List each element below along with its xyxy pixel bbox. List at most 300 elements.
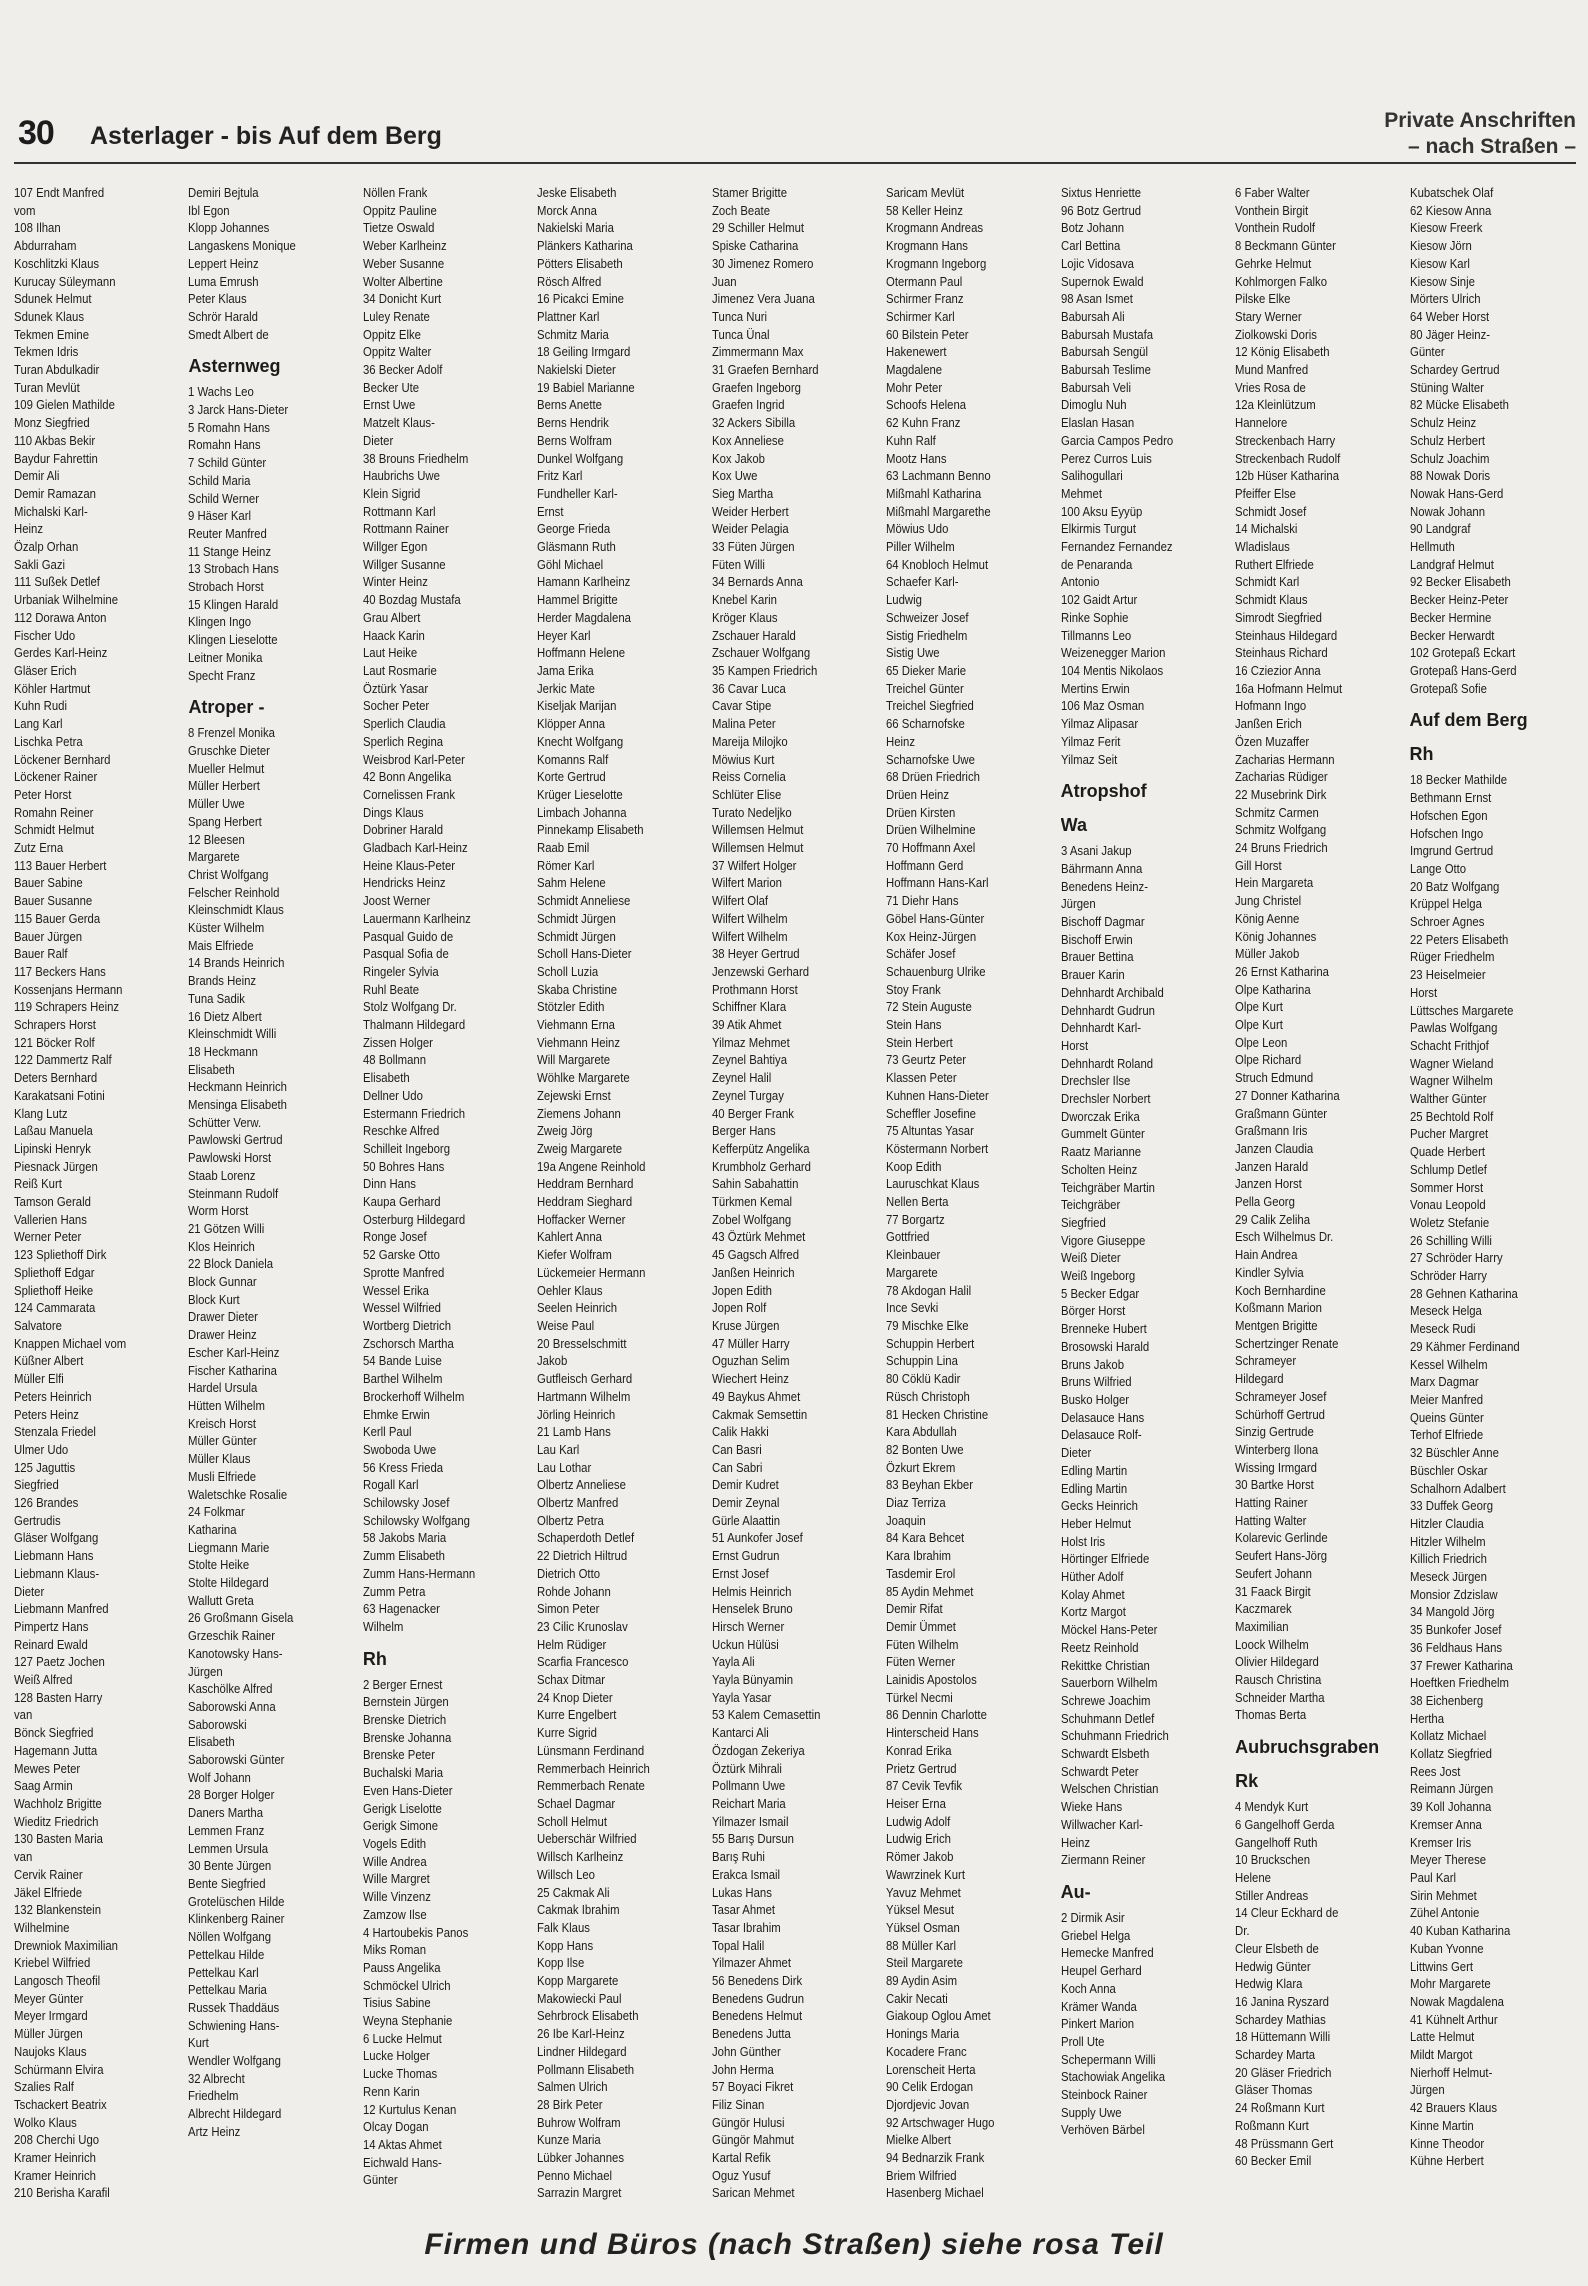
directory-entry: 23 Cilic Krunoslav xyxy=(537,1618,629,1634)
directory-entry: Scholl Helmut xyxy=(537,1813,608,1829)
directory-entry: Hein Margareta xyxy=(1235,875,1314,891)
directory-entry: 98 Asan Ismet xyxy=(1060,291,1133,307)
directory-entry: Scheffler Josefine xyxy=(886,1105,977,1121)
directory-entry: Janßen Heinrich xyxy=(711,1264,795,1280)
directory-entry: Gerigk Simone xyxy=(362,1818,438,1834)
directory-entry: Günter xyxy=(1409,344,1445,360)
directory-entry: Saborowski xyxy=(188,1716,248,1732)
directory-entry: 34 Donicht Kurt xyxy=(362,291,442,307)
directory-entry: Olpe Kurt xyxy=(1235,1017,1284,1033)
directory-entry: Zissen Holger xyxy=(362,1034,433,1050)
directory-entry: Hoffmann Hans-Karl xyxy=(886,875,989,891)
directory-entry: 22 Musebrink Dirk xyxy=(1235,786,1327,802)
directory-entry: Willsch Leo xyxy=(537,1866,596,1882)
directory-entry: 102 Grotepaß Eckart xyxy=(1409,645,1515,661)
directory-entry: Schmitz Wolfgang xyxy=(1235,822,1327,838)
directory-entry: Schild Maria xyxy=(188,472,251,488)
directory-entry: 31 Graefen Bernhard xyxy=(711,362,819,378)
page-title: Asterlager - bis Auf dem Berg xyxy=(90,122,442,150)
directory-entry: Becker Herwardt xyxy=(1409,627,1495,643)
directory-entry: Treichel Siegfried xyxy=(886,698,975,714)
directory-entry: Hatting Walter xyxy=(1235,1512,1307,1528)
directory-entry: Turan Mevlüt xyxy=(14,379,80,395)
directory-entry: Spang Herbert xyxy=(188,813,263,829)
directory-entry: Treichel Günter xyxy=(886,680,964,696)
directory-entry: 18 Geiling Irmgard xyxy=(537,344,631,360)
directory-entry: Streckenbach Rudolf xyxy=(1235,450,1341,466)
directory-entry: 40 Kuban Katharina xyxy=(1409,1923,1510,1939)
directory-entry: Babursah Mustafa xyxy=(1060,326,1153,342)
directory-column xyxy=(886,184,1052,2210)
directory-entry: Kopp Margarete xyxy=(537,1973,619,1989)
directory-entry: Heinz xyxy=(1060,1834,1090,1850)
directory-entry: Delasauce Hans xyxy=(1060,1409,1144,1425)
directory-entry: Proll Ute xyxy=(1060,2033,1105,2049)
directory-entry: 16 Picakci Emine xyxy=(537,291,625,307)
directory-entry: Tuna Sadik xyxy=(188,990,246,1006)
directory-entry: Möckel Hans-Peter xyxy=(1060,1622,1158,1638)
directory-entry: Herder Magdalena xyxy=(537,609,632,625)
directory-entry: Kortz Margot xyxy=(1060,1604,1126,1620)
directory-entry: Djordjevic Jovan xyxy=(886,2096,970,2112)
directory-entry: Vonthein Birgit xyxy=(1235,202,1309,218)
directory-entry: Sehrbrock Elisabeth xyxy=(537,2008,639,2024)
directory-entry: Remmerbach Heinrich xyxy=(537,1760,651,1776)
directory-entry: Malina Peter xyxy=(711,716,776,732)
directory-entry: Gerdes Karl-Heinz xyxy=(14,645,108,661)
directory-entry: Karakatsani Fotini xyxy=(14,1087,105,1103)
directory-entry: 77 Borgartz xyxy=(886,1211,945,1227)
directory-entry: Sdunek Klaus xyxy=(14,308,84,324)
directory-entry: 40 Bozdag Mustafa xyxy=(362,592,461,608)
directory-entry: Drüen Kirsten xyxy=(886,804,956,820)
directory-entry: 21 Lamb Hans xyxy=(537,1424,612,1440)
directory-entry: Baydur Fahrettin xyxy=(14,450,98,466)
directory-entry: Berns Wolfram xyxy=(537,432,613,448)
directory-entry: Laßau Manuela xyxy=(14,1123,93,1139)
directory-entry: Hain Andrea xyxy=(1235,1247,1298,1263)
directory-entry: 22 Dietrich Hiltrud xyxy=(537,1548,628,1564)
directory-entry: Gladbach Karl-Heinz xyxy=(362,840,468,856)
directory-entry: Rottmann Karl xyxy=(362,503,436,519)
directory-entry: Kollatz Michael xyxy=(1409,1728,1486,1744)
directory-entry: 104 Mentis Nikolaos xyxy=(1060,662,1163,678)
directory-entry: Rohde Johann xyxy=(537,1583,612,1599)
directory-entry: Terhof Elfriede xyxy=(1409,1427,1483,1443)
directory-entry: 16 Dietz Albert xyxy=(188,1008,263,1024)
directory-entry: Reuter Manfred xyxy=(188,525,268,541)
directory-entry: Yilmaz Alipasar xyxy=(1060,716,1138,732)
directory-entry: 27 Donner Katharina xyxy=(1235,1087,1340,1103)
directory-entry: 49 Baykus Ahmet xyxy=(711,1388,801,1404)
directory-entry: Turan Abdulkadir xyxy=(14,362,100,378)
directory-entry: Russek Thaddäus xyxy=(188,1999,280,2015)
directory-entry: Kopp Hans xyxy=(537,1937,594,1953)
directory-entry: Steinhaus Richard xyxy=(1235,645,1328,661)
directory-entry: Hemecke Manfred xyxy=(1060,1945,1154,1961)
directory-entry: Peters Heinz xyxy=(14,1406,79,1422)
directory-entry: Verhöven Bärbel xyxy=(1060,2122,1145,2138)
directory-entry: Hörtinger Elfriede xyxy=(1060,1551,1149,1567)
directory-entry: Weiß Alfred xyxy=(14,1672,73,1688)
directory-entry: Drawer Heinz xyxy=(188,1327,258,1343)
directory-entry: Ruthert Elfriede xyxy=(1235,556,1314,572)
directory-entry: Tasdemir Erol xyxy=(886,1565,956,1581)
directory-entry: Uckun Hülüsi xyxy=(711,1636,779,1652)
directory-entry: Siegfried xyxy=(1060,1214,1106,1230)
directory-entry: Benedens Heinz- xyxy=(1060,878,1148,894)
directory-entry: Prothmann Horst xyxy=(711,981,798,997)
directory-entry: Seelen Heinrich xyxy=(537,1300,618,1316)
directory-entry: Pettelkau Maria xyxy=(188,1982,268,1998)
directory-entry: Kuban Yvonne xyxy=(1409,1940,1484,1956)
directory-entry: Olbertz Manfred xyxy=(537,1495,619,1511)
directory-entry: Jenzewski Gerhard xyxy=(711,963,809,979)
directory-entry: Lorenscheit Herta xyxy=(886,2061,976,2077)
directory-entry: Olpe Katharina xyxy=(1235,981,1311,997)
directory-entry: 20 Batz Wolfgang xyxy=(1409,878,1499,894)
directory-entry: Gangelhoff Ruth xyxy=(1235,1834,1318,1850)
street-heading: Rh xyxy=(1409,744,1434,765)
directory-entry: Hofschen Ingo xyxy=(1409,825,1483,841)
directory-entry: Wessel Erika xyxy=(362,1282,429,1298)
directory-entry: 208 Cherchi Ugo xyxy=(14,2132,100,2148)
street-heading: Au- xyxy=(1060,1881,1091,1902)
directory-entry: Babursah Teslime xyxy=(1060,362,1151,378)
directory-entry: Schlump Detlef xyxy=(1409,1161,1487,1177)
directory-entry: 32 Albrecht xyxy=(188,2070,246,2086)
directory-entry: Hoeftken Friedhelm xyxy=(1409,1675,1509,1691)
directory-entry: Demir Zeynal xyxy=(711,1495,780,1511)
street-heading: Rk xyxy=(1235,1771,1259,1792)
directory-entry: Zschorsch Martha xyxy=(362,1335,454,1351)
directory-entry: Eichwald Hans- xyxy=(362,2154,442,2170)
directory-entry: van xyxy=(14,1707,33,1723)
directory-entry: 130 Basten Maria xyxy=(14,1831,103,1847)
directory-entry: Schmidt Josef xyxy=(1235,503,1307,519)
directory-entry: Bauer Susanne xyxy=(14,893,93,909)
street-heading: Auf dem Berg xyxy=(1409,710,1528,731)
directory-entry: 79 Mischke Elke xyxy=(886,1318,969,1333)
directory-entry: Landgraf Helmut xyxy=(1409,556,1494,572)
directory-entry: Schilowsky Josef xyxy=(362,1495,450,1511)
directory-entry: Brenske Johanna xyxy=(362,1729,452,1745)
directory-entry: Pauss Angelika xyxy=(362,1959,441,1975)
directory-entry: Elisabeth xyxy=(188,1734,236,1750)
directory-entry: Wieke Hans xyxy=(1060,1799,1122,1815)
directory-entry: Mohr Peter xyxy=(886,379,943,395)
directory-entry: Kiesow Freerk xyxy=(1409,220,1483,236)
directory-entry: Schuhmann Detlef xyxy=(1060,1710,1154,1726)
directory-entry: Block Gunnar xyxy=(188,1274,258,1290)
directory-entry: 40 Berger Frank xyxy=(711,1105,794,1121)
directory-entry: Woletz Stefanie xyxy=(1409,1214,1489,1230)
directory-entry: Jäkel Elfriede xyxy=(14,1884,83,1900)
directory-entry: Reiss Cornelia xyxy=(711,769,786,785)
directory-entry: Szalies Ralf xyxy=(14,2079,74,2095)
directory-entry: Brenske Peter xyxy=(362,1747,435,1763)
directory-entry: Wille Margret xyxy=(362,1871,430,1887)
directory-entry: Müller Jakob xyxy=(1235,946,1300,962)
directory-entry: Pfeiffer Else xyxy=(1235,485,1297,501)
directory-entry: Plattner Karl xyxy=(537,308,600,324)
directory-entry: Rausch Christina xyxy=(1235,1672,1322,1688)
directory-entry: 92 Becker Elisabeth xyxy=(1409,574,1511,590)
directory-entry: Zamzow Ilse xyxy=(362,1906,427,1922)
directory-entry: Dimoglu Nuh xyxy=(1060,397,1127,413)
directory-entry: 48 Bollmann xyxy=(362,1052,426,1068)
directory-entry: Romahn Hans xyxy=(188,437,261,453)
directory-entry: Sarrazin Margret xyxy=(537,2185,622,2201)
directory-entry: Schulz Joachim xyxy=(1409,450,1489,466)
directory-column xyxy=(1235,184,1401,2210)
directory-entry: Babursah Sengül xyxy=(1060,344,1148,360)
directory-entry: Kühne Herbert xyxy=(1409,2153,1484,2169)
directory-entry: Klinkenberg Rainer xyxy=(188,1911,285,1927)
directory-entry: Güngör Mahmut xyxy=(711,2132,794,2148)
directory-entry: Kossenjans Hermann xyxy=(14,981,123,997)
directory-entry: Müller Herbert xyxy=(188,778,261,794)
directory-entry: 21 Götzen Willi xyxy=(188,1220,265,1236)
directory-entry: Köstermann Norbert xyxy=(886,1140,989,1156)
directory-entry: 124 Cammarata xyxy=(14,1300,96,1316)
directory-entry: Bernstein Jürgen xyxy=(362,1694,449,1710)
directory-entry: Heddram Bernhard xyxy=(537,1176,634,1192)
directory-entry: 32 Ackers Sibilla xyxy=(711,415,795,431)
directory-entry: Hardel Ursula xyxy=(188,1380,258,1396)
directory-entry: Hedwig Günter xyxy=(1235,1958,1311,1974)
directory-entry: Kartal Refik xyxy=(711,2150,771,2166)
directory-entry: Littwins Gert xyxy=(1409,1958,1473,1974)
directory-entry: Küster Wilhelm xyxy=(188,920,265,936)
directory-entry: 29 Calik Zeliha xyxy=(1235,1211,1311,1227)
directory-entry: John Herma xyxy=(711,2061,774,2077)
directory-entry: Schröder Harry xyxy=(1409,1268,1487,1284)
directory-entry: Werner Peter xyxy=(14,1229,82,1245)
directory-entry: Özen Muzaffer xyxy=(1235,733,1310,749)
directory-entry: 111 Sußek Detlef xyxy=(14,574,100,590)
directory-entry: Dehnhardt Roland xyxy=(1060,1055,1153,1071)
directory-entry: 72 Stein Auguste xyxy=(886,999,972,1015)
directory-entry: Will Margarete xyxy=(537,1052,611,1068)
directory-entry: Wille Vinzenz xyxy=(362,1889,431,1905)
directory-entry: Weizenegger Marion xyxy=(1060,645,1166,661)
directory-entry: Tillmanns Leo xyxy=(1060,627,1131,643)
directory-entry: Ueberschär Wilfried xyxy=(537,1831,637,1847)
directory-entry: Dobriner Harald xyxy=(362,822,443,838)
directory-entry: Schiffner Klara xyxy=(711,999,786,1015)
directory-entry: Marx Dagmar xyxy=(1409,1374,1479,1390)
directory-entry: Kaupa Gerhard xyxy=(362,1194,441,1210)
directory-entry: 14 Brands Heinrich xyxy=(188,955,285,971)
directory-entry: Kindler Sylvia xyxy=(1235,1264,1304,1280)
directory-entry: Wiechert Heinz xyxy=(711,1371,789,1387)
directory-entry: Strobach Horst xyxy=(188,579,265,595)
directory-entry: 24 Folkmar xyxy=(188,1504,246,1520)
directory-entry: Mertins Erwin xyxy=(1060,680,1130,696)
directory-entry: Lainidis Apostolos xyxy=(886,1672,978,1688)
directory-entry: Rees Jost xyxy=(1409,1763,1460,1779)
directory-entry: Wissing Irmgard xyxy=(1235,1459,1318,1475)
directory-entry: 5 Becker Edgar xyxy=(1060,1285,1139,1301)
directory-entry: Block Kurt xyxy=(188,1291,241,1307)
directory-entry: Müller Günter xyxy=(188,1433,258,1449)
directory-entry: Jerkic Mate xyxy=(537,680,596,696)
directory-entry: Swoboda Uwe xyxy=(362,1441,437,1457)
directory-entry: Scholl Hans-Dieter xyxy=(537,946,632,962)
directory-entry: Kiseljak Marijan xyxy=(537,698,617,714)
directory-entry: Leitner Monika xyxy=(188,649,263,665)
directory-entry: Grotepaß Hans-Gerd xyxy=(1409,662,1517,678)
directory-entry: Hoffacker Werner xyxy=(537,1211,626,1227)
directory-entry: Lüttsches Margarete xyxy=(1409,1002,1513,1018)
directory-entry: Yayla Ali xyxy=(711,1654,755,1670)
directory-entry: Jopen Edith xyxy=(711,1282,772,1298)
directory-entry: Smedt Albert de xyxy=(188,326,270,342)
directory-entry: Fischer Katharina xyxy=(188,1362,278,1378)
directory-entry: 83 Beyhan Ekber xyxy=(886,1477,974,1493)
directory-entry: Rogall Karl xyxy=(362,1477,419,1493)
directory-entry: Peters Heinrich xyxy=(14,1388,92,1404)
directory-entry: 38 Brouns Friedhelm xyxy=(362,450,469,466)
directory-entry: Zobel Wolfgang xyxy=(711,1211,792,1227)
directory-entry: 128 Basten Harry xyxy=(14,1689,103,1705)
directory-entry: Heine Klaus-Peter xyxy=(362,857,455,873)
directory-entry: Wilfert Olaf xyxy=(711,893,768,909)
directory-entry: Reimann Jürgen xyxy=(1409,1781,1493,1797)
directory-entry: 3 Asani Jakup xyxy=(1060,843,1132,859)
directory-entry: 56 Benedens Dirk xyxy=(711,1973,802,1989)
directory-entry: van xyxy=(14,1849,33,1865)
directory-entry: Kerll Paul xyxy=(362,1424,412,1440)
directory-entry: Wallutt Greta xyxy=(188,1592,255,1608)
directory-entry: 60 Becker Emil xyxy=(1235,2153,1312,2169)
directory-entry: Mais Elfriede xyxy=(188,937,254,953)
directory-entry: Specht Franz xyxy=(188,667,256,683)
directory-entry: Hasenberg Michael xyxy=(886,2185,984,2201)
directory-entry: 2 Berger Ernest xyxy=(362,1676,443,1692)
directory-entry: Brenske Dietrich xyxy=(362,1712,447,1728)
directory-entry: Holst Iris xyxy=(1060,1533,1105,1549)
directory-entry: Olivier Hildegard xyxy=(1235,1654,1319,1670)
directory-entry: Krämer Wanda xyxy=(1060,1998,1137,2014)
directory-entry: Leppert Heinz xyxy=(188,255,260,271)
directory-entry: Margarete xyxy=(886,1264,938,1280)
directory-entry: Kruse Jürgen xyxy=(711,1318,780,1333)
directory-entry: Lucke Holger xyxy=(362,2048,430,2064)
directory-entry: Garcia Campos Pedro xyxy=(1060,432,1173,448)
directory-entry: Weiß Dieter xyxy=(1060,1250,1121,1266)
directory-entry: Laut Heike xyxy=(362,645,418,661)
directory-entry: Sistig Friedhelm xyxy=(886,627,968,643)
directory-entry: Rinke Sophie xyxy=(1060,609,1129,625)
directory-entry: 88 Müller Karl xyxy=(886,1937,957,1953)
directory-entry: Langosch Theofil xyxy=(14,1973,101,1989)
directory-entry: Demiri Bejtula xyxy=(188,185,260,200)
directory-entry: Even Hans-Dieter xyxy=(362,1782,453,1798)
directory-column xyxy=(1061,184,1227,2210)
directory-entry: Hedwig Klara xyxy=(1235,1976,1303,1992)
directory-entry: 29 Kähmer Ferdinand xyxy=(1409,1338,1520,1354)
directory-entry: Vries Rosa de xyxy=(1235,379,1306,395)
directory-entry: Janzen Claudia xyxy=(1235,1140,1314,1156)
directory-entry: Carl Bettina xyxy=(1060,238,1120,254)
directory-entry: Thomas Berta xyxy=(1235,1707,1307,1723)
directory-entry: Pinnekamp Elisabeth xyxy=(537,822,644,838)
directory-entry: Schertzinger Renate xyxy=(1235,1335,1339,1351)
section-title-line1: Private Anschriften xyxy=(1384,109,1576,132)
directory-entry: Lemmen Franz xyxy=(188,1822,265,1838)
directory-entry: Pawlas Wolfgang xyxy=(1409,1020,1497,1036)
directory-entry: Kuhnen Hans-Dieter xyxy=(886,1087,989,1103)
directory-entry: 63 Lachmann Benno xyxy=(886,468,991,484)
directory-entry: Winterberg Ilona xyxy=(1235,1441,1319,1457)
directory-entry: Pucher Margret xyxy=(1409,1126,1488,1142)
directory-entry: Ruhl Beate xyxy=(362,981,419,997)
directory-entry: Yilmaz Seit xyxy=(1060,751,1117,767)
directory-entry: 12 Kurtulus Kenan xyxy=(362,2101,457,2117)
directory-column xyxy=(363,184,529,2210)
directory-entry: 88 Nowak Doris xyxy=(1409,468,1490,484)
directory-entry: Turato Nedeljko xyxy=(711,804,792,820)
directory-entry: Öztürk Mihrali xyxy=(711,1760,782,1776)
directory-entry: Perez Curros Luis xyxy=(1060,450,1152,466)
directory-entry: 86 Dennin Charlotte xyxy=(886,1707,988,1723)
directory-entry: Jürgen xyxy=(1060,896,1096,912)
directory-entry: Monz Siegfried xyxy=(14,415,90,431)
directory-entry: Mehmet xyxy=(1060,485,1102,501)
directory-entry: Kremser Anna xyxy=(1409,1816,1482,1832)
directory-entry: 100 Aksu Eyyüp xyxy=(1060,503,1142,519)
directory-entry: Otermann Paul xyxy=(886,273,963,289)
directory-entry: Heiser Erna xyxy=(886,1795,947,1811)
directory-entry: Seufert Johann xyxy=(1235,1565,1313,1581)
directory-entry: Kubatschek Olaf xyxy=(1409,185,1493,200)
directory-entry: Wille Andrea xyxy=(362,1853,427,1869)
directory-entry: Ludwig Adolf xyxy=(886,1813,951,1829)
page-header xyxy=(14,100,1576,164)
directory-entry: Can Sabri xyxy=(711,1459,763,1475)
directory-entry: Kleinschmidt Willi xyxy=(188,1026,277,1042)
directory-entry: 117 Beckers Hans xyxy=(14,963,106,979)
directory-entry: Weisbrod Karl-Peter xyxy=(362,751,465,767)
directory-entry: Pollmann Elisabeth xyxy=(537,2061,635,2077)
directory-entry: Bischoff Erwin xyxy=(1060,931,1133,947)
directory-entry: Hoffmann Helene xyxy=(537,645,626,661)
directory-entry: Horst xyxy=(1060,1037,1088,1053)
directory-entry: Berns Anette xyxy=(537,397,603,413)
directory-entry: Jürgen xyxy=(1409,2082,1445,2098)
directory-entry: Wladislaus xyxy=(1235,539,1290,555)
directory-entry: Elkirmis Turgut xyxy=(1060,521,1136,537)
directory-entry: Barış Ruhi xyxy=(711,1849,765,1865)
directory-entry: Klang Lutz xyxy=(14,1105,68,1121)
directory-entry: Mensinga Elisabeth xyxy=(188,1097,288,1113)
directory-entry: Willsch Karlheinz xyxy=(537,1849,624,1865)
directory-entry: Kriebel Wilfried xyxy=(14,1955,91,1971)
directory-entry: Tietze Oswald xyxy=(362,220,435,236)
directory-entry: Möwius Udo xyxy=(886,521,949,537)
directory-entry: Cakmak Semsettin xyxy=(711,1406,807,1422)
directory-entry: 81 Hecken Christine xyxy=(886,1406,989,1422)
directory-entry: Schmitz Carmen xyxy=(1235,804,1319,820)
directory-entry: Wendler Wolfgang xyxy=(188,2053,282,2069)
directory-entry: 85 Aydin Mehmet xyxy=(886,1583,974,1599)
directory-entry: Liegmann Marie xyxy=(188,1539,270,1555)
directory-entry: Limbach Johanna xyxy=(537,804,627,820)
directory-entry: 39 Koll Johanna xyxy=(1409,1799,1491,1815)
directory-entry: Tunca Ünal xyxy=(711,326,770,342)
